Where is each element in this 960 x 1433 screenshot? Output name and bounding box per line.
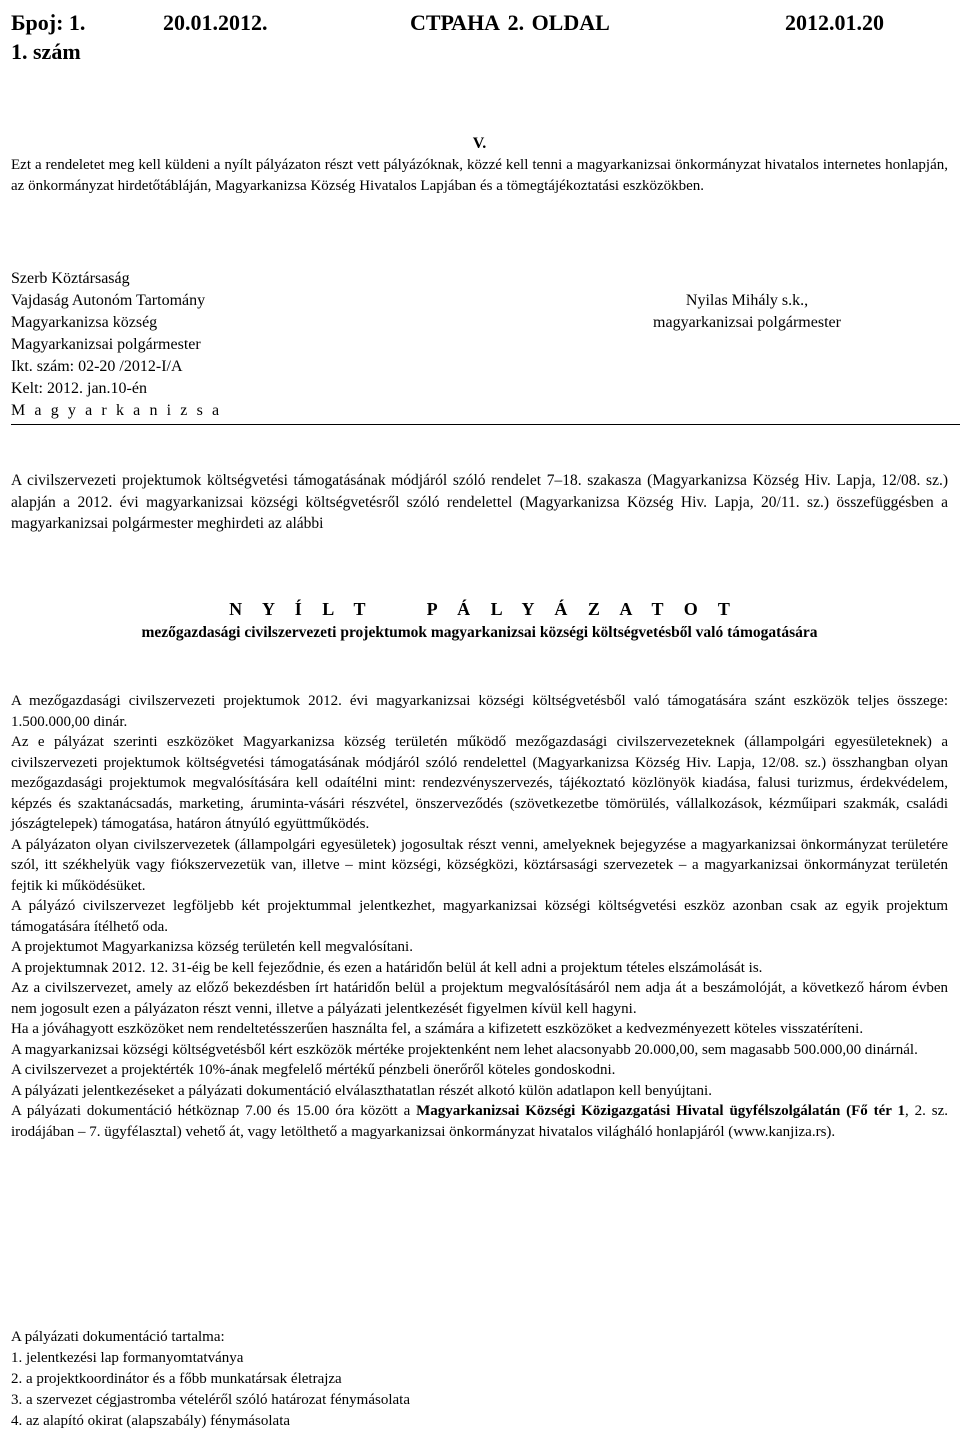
issuer-block [11,268,411,422]
paragraph-refund: Ha a jóváhagyott eszközöket nem rendeltetésszerűen használta fel, a számára a kifizetett eszközöket a kedvezményezett köteles visszatéríteni. [11,1021,864,1037]
paragraph-amount-range: A magyarkanizsai községi költségvetésből kért eszközök mértéke projektenként nem lehet alacsonyabb 20.000,00, sem magasabb 500.000,00 dinárnál. [11,1041,918,1058]
paragraph-report-penalty: Az a civilszervezet, amely az előző bekezdésben írt határidőn belül a projektum megvalósításáról nem adja át a beszámolóját, a következő három évben nem jogosult ezen a pályázaton részt venni, illetve a pályázati jelentkezését figyelmen kívül kell hagyni. [11,980,948,1017]
paragraph-application-form: A pályázati jelentkezéseket a pályázati dokumentáció elválaszthatatlan részét alkotó külön adatlapon kell benyújtani. [11,1082,712,1099]
paragraph-eligibility: A pályázaton olyan civilszervezetek (állampolgári egyesületek) jogosultak részt venni, amelyeknek bejegyzése a magyarkanizsai önkormányzat területére szól, itt székhelyük vagy fiókszervezetük van, illetve – mint községi, községközi, köztársasági szervezetek – a magyarkanizsai önkormányzat területén fejtik ki működésüket. [11,836,948,894]
issuer-place: M a g y a r k a n i z s a [11,402,222,419]
issuer-province: Vajdaság Autonóm Tartomány [11,292,206,309]
pickup-text-end: , 2. sz. irodájában – 7. ügyfélasztal) vehető át, vagy letölthető a magyarkanizsai önkormányzat hivatalos világháló honlapjáról (www.kanjiza.rs). [11,1103,948,1140]
paragraph-documentation-pickup [11,1101,948,1142]
issuer-municipality: Magyarkanizsa község [11,314,158,331]
pickup-office-name: Magyarkanizsai Községi Közigazgatási Hivatal ügyfélszolgálatán (Fő tér 1 [416,1103,906,1119]
paragraph-total-amount: A mezőgazdasági civilszervezeti projektumok 2012. évi magyarkanizsai községi költségvetésből való támogatására szánt eszközök teljes összege: 1.500.000,00 dinár. [11,693,948,730]
page-header [11,8,948,68]
contents-item: 1. jelentkezési lap formanyomtatványa [11,1350,244,1366]
contents-item: 3. a szervezet cégjastromba vételéről szóló határozat fénymásolata [11,1392,410,1408]
pickup-text-start: A pályázati dokumentáció hétköznap 7.00 és 15.00 óra között a [11,1103,417,1119]
call-title: N Y Í L T P Á L Y Á Z A T O T [229,599,730,619]
paragraph-own-contribution: A civilszervezet a projektérték 10%-ának megfelelő mértékű pénzbeli önerőről köteles gondoskodni. [11,1062,616,1078]
preamble-paragraph: A civilszervezeti projektumok költségvetési támogatásának módjáról szóló rendelet 7–18. szakasza (Magyarkanizsa Község Hiv. Lapja, 12/08. sz.) alapján a 2012. évi magyarkanizsai községi költségvetésről szóló rendelettel (Magyarkanizsa Község Hiv. Lapja, 20/11. sz.) összefüggésben a magyarkanizsai polgármester meghirdeti az alábbi [11,472,948,532]
issue-number-sr: Број: 1. [11,10,86,35]
paragraph-location: A projektumot Magyarkanizsa község területén kell megvalósítani. [11,939,413,955]
divider-rule [11,424,960,425]
call-subtitle: mezőgazdasági civilszervezeti projektumok magyarkanizsai községi költségvetésből való támogatására [141,624,818,641]
call-body [11,691,948,1142]
signer-title: magyarkanizsai polgármester [653,314,841,331]
intro-paragraph: Ezt a rendeletet meg kell küldeni a nyílt pályázaton részt vett pályázóknak, közzé kell tenni a magyarkanizsai önkormányzat hivatalos internetes honlapján, az önkormányzat hirdetőtábláján, Magyarkanizsa Község Hivatalos Lapjában és a tömegtájékoztatási eszközökben. [11,157,948,194]
header-date-left: 20.01.2012. [163,10,268,35]
contents-item: 2. a projektkoordinátor és a főbb munkatársak életrajza [11,1371,342,1387]
paragraph-project-limit: A pályázó civilszervezet legföljebb két projektummal jelentkezhet, magyarkanizsai községi költségvetési eszköz azonban csak az egyik projektum támogatására ítélhető oda. [11,898,948,935]
page-label: СТРАНА 2. OLDAL [410,10,610,35]
paragraph-deadline: A projektumnak 2012. 12. 31-éig be kell fejeződnie, és ezen a határidőn belül át kell adni a projektum tételes elszámolását is. [11,959,763,976]
paragraph-purpose: Az e pályázat szerinti eszközöket Magyarkanizsa község területén működő mezőgazdasági civilszervezeteknek (állampolgári egyesületeknek) a civilszervezeti projektumok költségvetési támogatásának módjáról szóló rendelettel (Magyarkanizsa Község Hiv. Lapja, 12/08. sz.) összhangban olyan mezőgazdasági projektumok megvalósítására kell odaítélni mint: rendezvényszervezés, tájékoztató közlönyök kiadása, falusi turizmus, érdekvédelem, képzés és szaktanácsadás, marketing, áruminta-vásári részvétel, önszerveződés (szövetkezetbe tömörülés, vállalkozások, kézműipari szakmák, családi jószágtelepek) támogatása, határon átnyúló együttműködés. [11,734,948,832]
issuer-office: Magyarkanizsai polgármester [11,336,201,353]
issuer-reference-number: Ikt. szám: 02-20 /2012-I/A [11,358,183,375]
header-date-right: 2012.01.20 [785,10,884,35]
issuer-country: Szerb Köztársaság [11,270,130,287]
contents-heading: A pályázati dokumentáció tartalma: [11,1329,225,1345]
issue-number-hu: 1. szám [11,39,81,64]
contents-item: 4. az alapító okirat (alapszabály) fénymásolata [11,1413,291,1429]
issuer-date: Kelt: 2012. jan.10-én [11,380,147,397]
signer-block [571,290,923,334]
documentation-contents [11,1327,948,1432]
section-number: V. [472,135,487,152]
signer-name: Nyilas Mihály s.k., [685,292,809,309]
